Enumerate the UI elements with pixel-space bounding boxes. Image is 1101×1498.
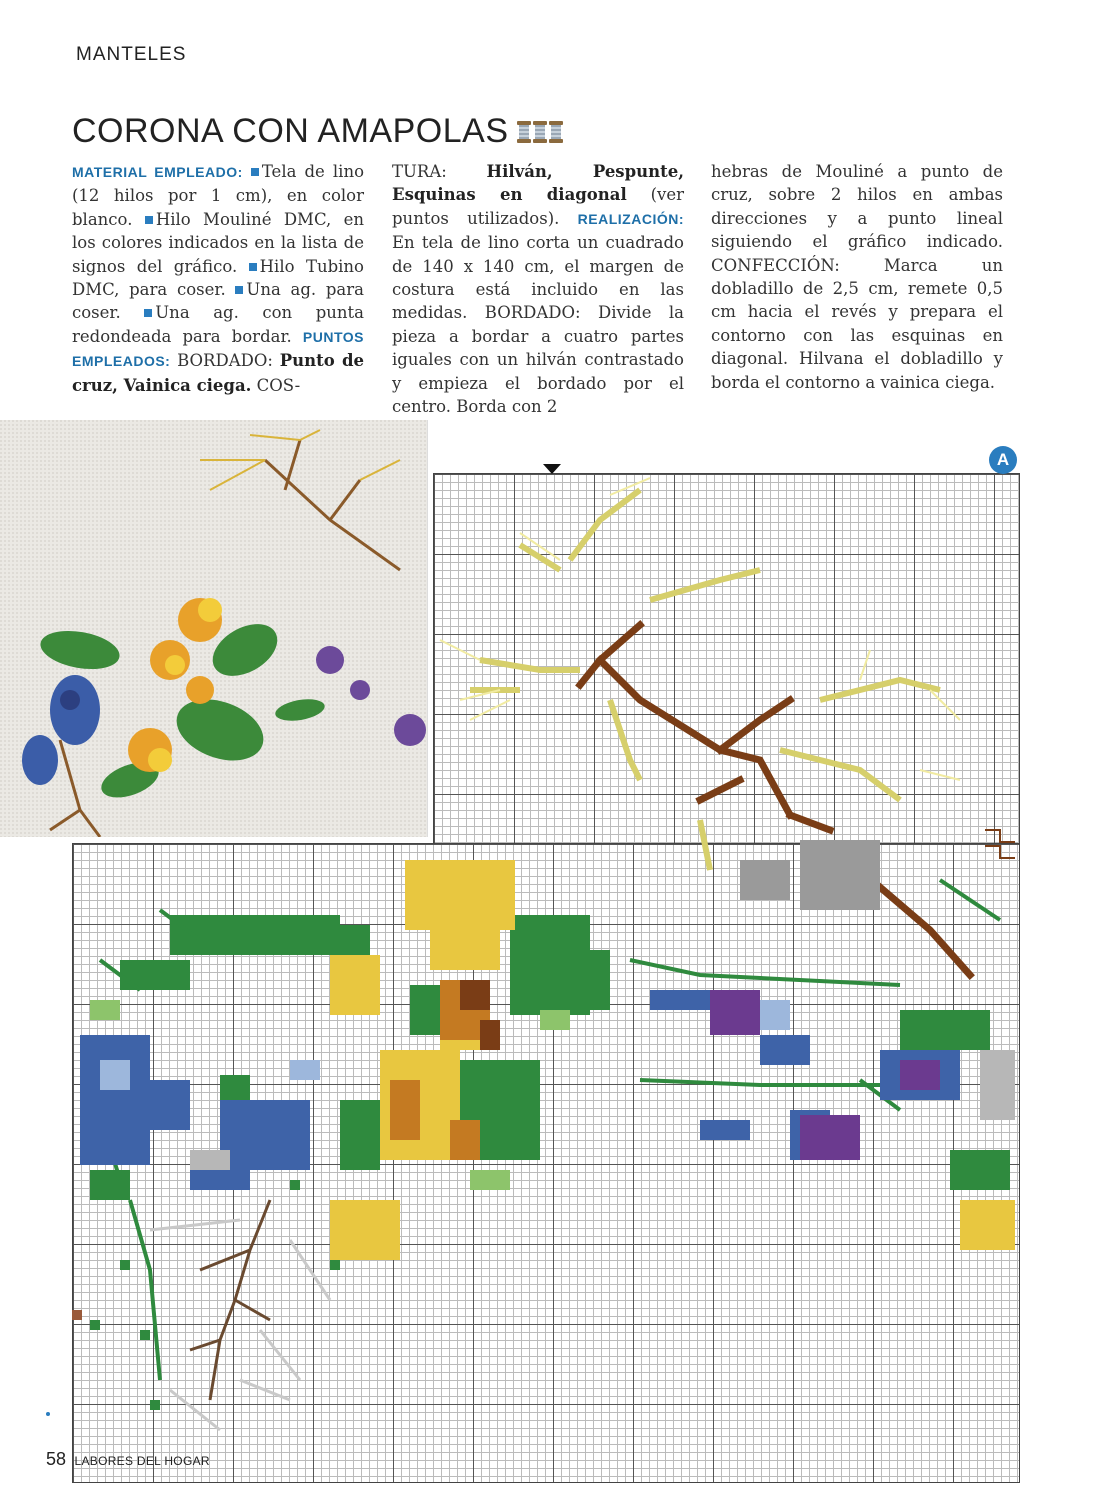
chart-marker-badge: A [989, 446, 1017, 474]
material-1: Tela de lino (12 hilos por 1 cm), en color blanco. [72, 162, 365, 229]
realizacion-label: REALIZACIÓN: [577, 210, 684, 227]
instructions-text: hebras de Mouliné a punto de cruz, sobre 2 hilos en ambas direcciones y a punto lineal siguiendo el gráfico indicado. CONFECCIÓN: Marca un dobladillo de 2,5 cm, remete 0,5 cm hacia el revés y prepara el contorno con las esquinas en diagonal. Hilvana el dobladillo y borda el contorno a vainica ciega. [711, 162, 1003, 392]
page-number: 58 [46, 1449, 67, 1469]
costura-start: COS- [256, 375, 301, 395]
section-label: MANTELES [76, 44, 187, 65]
page-footer [46, 1449, 210, 1470]
costura-label: TURA: [392, 162, 447, 181]
puntos-label: PUNTOS EMPLEADOS: [72, 328, 365, 370]
title-text: CORONA CON AMAPOLAS [72, 112, 509, 150]
material-3: Hilo Tubino DMC, para coser. [72, 256, 364, 300]
material-2: Hilo Mouliné DMC, en los colores indicados en la lista de signos del gráfico. [72, 209, 364, 276]
realizacion-text: En tela de lino corta un cuadrado de 140 x 140 cm, el margen de costura está incluido en las medidas. BORDADO: Divide la pieza a bordar a cuatro partes iguales con un hilván contrastado y empieza el bordado por el centro. Borda con 2 [392, 233, 684, 417]
margin-dot [46, 1412, 50, 1416]
costura-points: Hilván, Pespunte, Esquinas en diagonal [392, 162, 684, 205]
material-4: Una ag. para coser. [72, 280, 364, 323]
bordado-points: Punto de cruz, Vainica ciega. [72, 351, 364, 395]
material-label: MATERIAL EMPLEADO: [72, 164, 243, 180]
costura-ref: (ver puntos utilizados). [392, 185, 685, 228]
center-arrow-icon [543, 464, 561, 474]
bordado-label: BORDADO: [177, 351, 273, 371]
material-5: Una ag. con punta redondeada para bordar. [72, 303, 364, 346]
magazine-name: LABORES DEL HOGAR [74, 1454, 210, 1468]
